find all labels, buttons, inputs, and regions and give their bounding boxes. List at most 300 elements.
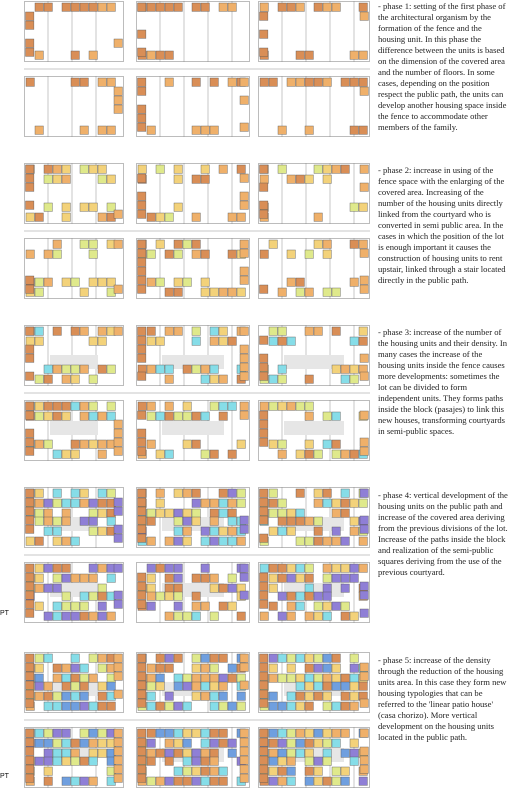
edge-unit-cell [240,78,248,86]
housing-unit-cell [314,78,322,86]
housing-unit-cell [350,240,358,248]
housing-unit-cell [44,729,52,737]
housing-unit-cell [201,288,209,296]
housing-unit-cell [53,450,61,458]
housing-unit-cell [80,126,88,134]
housing-unit-cell [278,777,286,785]
edge-unit-cell [260,411,268,419]
housing-unit-cell [62,175,70,183]
housing-unit-cell [287,517,295,525]
housing-unit-cell [287,564,295,572]
housing-unit-cell [332,682,340,690]
housing-unit-cell [314,537,322,545]
housing-unit-cell [156,702,164,710]
housing-unit-cell [89,739,97,747]
edge-unit-cell [138,573,146,581]
housing-unit-cell [219,3,227,11]
edge-unit-cell [138,267,146,275]
housing-unit-cell [296,602,304,610]
housing-unit-cell [174,3,182,11]
housing-unit-cell [269,739,277,747]
housing-unit-cell [80,440,88,448]
housing-unit-cell [165,757,173,765]
edge-unit-cell [240,681,248,689]
housing-unit-cell [98,175,106,183]
housing-unit-cell [165,412,173,420]
housing-unit-cell [80,165,88,173]
housing-unit-cell [44,757,52,765]
housing-unit-cell [165,692,173,700]
housing-unit-cell [44,165,52,173]
housing-unit-cell [305,175,313,183]
phase-3-description: - phase 3: increase of the number of the housing units and their density. In many cases the increase of the housing units inside the fence causes more developments: sometimes the lot can be divided to form independent units. They forms paths inside the block (pasajes) to link this new houses, transforming courtyards in semi-public spaces. [378,327,508,436]
housing-unit-cell [98,702,106,710]
housing-unit-cell [210,402,218,410]
edge-unit-cell [360,516,368,524]
edge-unit-cell [240,774,248,782]
housing-unit-cell [201,692,209,700]
housing-unit-cell [165,288,173,296]
housing-unit-cell [296,592,304,600]
housing-unit-cell [44,527,52,535]
housing-unit-cell [89,612,97,620]
housing-unit-cell [35,412,43,420]
housing-unit-cell [350,682,358,690]
edge-unit-cell [260,756,268,764]
housing-unit-cell [165,509,173,517]
housing-unit-cell [296,749,304,757]
edge-unit-cell [26,600,34,608]
housing-unit-cell [53,729,61,737]
housing-unit-cell [138,402,146,410]
housing-unit-cell [89,402,97,410]
housing-unit-cell [71,278,79,286]
housing-unit-cell [156,664,164,672]
housing-unit-cell [296,702,304,710]
edge-unit-cell [260,498,268,506]
edge-unit-cell [260,765,268,773]
housing-unit-cell [219,692,227,700]
housing-unit-cell [98,165,106,173]
housing-unit-cell [314,499,322,507]
edge-unit-cell [360,12,368,20]
housing-unit-cell [210,692,218,700]
housing-unit-cell [156,499,164,507]
housing-unit-cell [305,250,313,258]
edge-unit-cell [240,747,248,755]
housing-unit-cell [35,674,43,682]
housing-unit-cell [183,767,191,775]
housing-unit-cell [183,402,191,410]
housing-unit-cell [323,250,331,258]
edge-unit-cell [138,105,146,113]
housing-unit-cell [332,564,340,572]
edge-unit-cell [26,663,34,671]
housing-unit-cell [80,664,88,672]
housing-unit-cell [165,584,173,592]
housing-unit-cell [228,213,236,221]
housing-unit-cell [278,126,286,134]
housing-unit-cell [80,682,88,690]
edge-unit-cell [360,411,368,419]
housing-unit-cell [62,509,70,517]
housing-unit-cell [350,278,358,286]
housing-unit-cell [98,450,106,458]
housing-unit-cell [201,729,209,737]
edge-unit-cell [240,192,248,200]
housing-unit-cell [183,365,191,373]
housing-unit-cell [210,739,218,747]
edge-unit-cell [260,165,268,173]
housing-unit-cell [98,739,106,747]
housing-unit-cell [305,729,313,737]
housing-unit-cell [201,527,209,535]
housing-unit-cell [53,612,61,620]
housing-unit-cell [287,527,295,535]
housing-unit-cell [210,584,218,592]
housing-unit-cell [26,337,34,345]
housing-unit-cell [341,729,349,737]
housing-unit-cell [147,126,155,134]
housing-unit-cell [269,78,277,86]
housing-unit-cell [210,749,218,757]
housing-unit-cell [269,674,277,682]
housing-unit-cell [314,3,322,11]
housing-unit-cell [323,729,331,737]
edge-unit-cell [114,747,122,755]
housing-unit-cell [80,402,88,410]
housing-unit-cell [323,412,331,420]
housing-unit-cell [278,288,286,296]
housing-unit-cell [98,749,106,757]
edge-unit-cell [240,174,248,182]
housing-unit-cell [210,757,218,765]
housing-unit-cell [359,337,367,345]
housing-unit-cell [165,375,173,383]
housing-unit-cell [219,527,227,535]
housing-unit-cell [201,674,209,682]
housing-unit-cell [183,240,191,248]
housing-unit-cell [183,757,191,765]
edge-unit-cell [114,87,122,95]
housing-unit-cell [62,692,70,700]
housing-unit-cell [156,213,164,221]
housing-unit-cell [305,757,313,765]
housing-unit-cell [219,489,227,497]
housing-unit-cell [219,499,227,507]
housing-unit-cell [53,489,61,497]
housing-unit-cell [107,612,115,620]
edge-unit-cell [260,699,268,707]
housing-unit-cell [210,729,218,737]
edge-unit-cell [138,765,146,773]
housing-unit-cell [314,240,322,248]
edge-unit-cell [360,447,368,455]
housing-unit-cell [359,537,367,545]
housing-unit-cell [165,365,173,373]
housing-unit-cell [53,517,61,525]
housing-unit-cell [332,739,340,747]
housing-unit-cell [35,327,43,335]
housing-unit-cell [305,412,313,420]
edge-unit-cell [26,765,34,773]
edge-unit-cell [138,174,146,182]
edge-unit-cell [114,525,122,533]
housing-unit-cell [71,612,79,620]
housing-unit-cell [341,574,349,582]
housing-unit-cell [53,602,61,610]
housing-unit-cell [287,78,295,86]
edge-unit-cell [114,429,122,437]
housing-unit-cell [89,674,97,682]
edge-unit-cell [360,699,368,707]
housing-unit-cell [278,509,286,517]
housing-unit-cell [314,527,322,535]
housing-unit-cell [201,278,209,286]
housing-unit-cell [165,450,173,458]
housing-unit-cell [332,365,340,373]
housing-unit-cell [260,564,268,572]
housing-unit-cell [287,729,295,737]
housing-unit-cell [71,537,79,545]
housing-unit-cell [107,489,115,497]
pt-label-phase-5: PT [0,773,9,780]
housing-unit-cell [71,499,79,507]
housing-unit-cell [192,682,200,690]
housing-unit-cell [147,777,155,785]
housing-unit-cell [192,654,200,662]
housing-unit-cell [44,203,52,211]
housing-unit-cell [174,165,182,173]
edge-unit-cell [26,507,34,515]
housing-unit-cell [62,499,70,507]
edge-unit-cell [138,516,146,524]
housing-unit-cell [296,175,304,183]
housing-unit-cell [107,78,115,86]
housing-unit-cell [228,489,236,497]
housing-unit-cell [341,777,349,785]
edge-unit-cell [240,267,248,275]
housing-unit-cell [201,574,209,582]
housing-unit-cell [314,692,322,700]
housing-unit-cell [165,327,173,335]
housing-unit-cell [89,729,97,737]
housing-unit-cell [35,757,43,765]
housing-unit-cell [53,250,61,258]
edge-unit-cell [114,96,122,104]
housing-unit-cell [228,584,236,592]
housing-unit-cell [174,537,182,545]
pt-label-phase-4: PT [0,610,9,617]
edge-unit-cell [138,201,146,209]
housing-unit-cell [80,729,88,737]
housing-unit-cell [323,499,331,507]
housing-unit-cell [201,375,209,383]
edge-unit-cell [240,765,248,773]
housing-unit-cell [210,527,218,535]
housing-unit-cell [287,3,295,11]
edge-unit-cell [26,372,34,380]
edge-unit-cell [114,600,122,608]
housing-unit-cell [323,78,331,86]
edge-unit-cell [360,372,368,380]
housing-unit-cell [44,440,52,448]
housing-unit-cell [192,175,200,183]
housing-unit-cell [314,739,322,747]
phase-2-plan [24,163,370,299]
edge-unit-cell [26,747,34,755]
phase-2-block-plan [24,163,370,299]
housing-unit-cell [278,564,286,572]
housing-unit-cell [278,402,286,410]
housing-unit-cell [278,517,286,525]
edge-unit-cell [114,420,122,428]
housing-unit-cell [44,777,52,785]
housing-unit-cell [323,674,331,682]
housing-unit-cell [323,440,331,448]
edge-unit-cell [260,489,268,497]
housing-unit-cell [62,602,70,610]
edge-unit-cell [114,327,122,335]
edge-unit-cell [240,327,248,335]
housing-unit-cell [359,777,367,785]
housing-unit-cell [228,402,236,410]
edge-unit-cell [138,507,146,515]
housing-unit-cell [98,489,106,497]
housing-unit-cell [323,288,331,296]
housing-unit-cell [174,278,182,286]
edge-unit-cell [240,363,248,371]
edge-unit-cell [240,564,248,572]
edge-unit-cell [26,699,34,707]
housing-unit-cell [71,692,79,700]
housing-unit-cell [165,777,173,785]
housing-unit-cell [359,682,367,690]
housing-unit-cell [314,517,322,525]
housing-unit-cell [165,3,173,11]
housing-unit-cell [314,757,322,765]
housing-unit-cell [192,517,200,525]
housing-unit-cell [341,375,349,383]
housing-unit-cell [323,739,331,747]
housing-unit-cell [165,402,173,410]
housing-unit-cell [183,440,191,448]
edge-unit-cell [138,429,146,437]
housing-unit-cell [53,175,61,183]
housing-unit-cell [98,584,106,592]
housing-unit-cell [219,412,227,420]
housing-unit-cell [332,654,340,662]
housing-unit-cell [71,450,79,458]
housing-unit-cell [98,729,106,737]
housing-unit-cell [192,489,200,497]
edge-unit-cell [114,663,122,671]
housing-unit-cell [350,203,358,211]
housing-unit-cell [44,564,52,572]
phase-1-plan [24,1,370,137]
edge-unit-cell [260,372,268,380]
housing-unit-cell [192,574,200,582]
housing-unit-cell [89,592,97,600]
housing-unit-cell [323,757,331,765]
housing-unit-cell [156,240,164,248]
phase-4-description: - phase 4: vertical development of the housing units on the public path and increase of the covered area deriving from the previous divisions of the lot. Increase of the paths inside the block and realization of the semi-public squares deriving from the use of the previous courtyard. [378,490,508,577]
housing-unit-cell [219,729,227,737]
housing-unit-cell [192,729,200,737]
housing-unit-cell [192,674,200,682]
housing-unit-cell [80,365,88,373]
housing-unit-cell [44,692,52,700]
housing-unit-cell [278,739,286,747]
housing-unit-cell [156,592,164,600]
housing-unit-cell [269,654,277,662]
housing-unit-cell [210,78,218,86]
edge-unit-cell [138,3,146,11]
edge-unit-cell [26,12,34,20]
housing-unit-cell [341,489,349,497]
housing-unit-cell [359,240,367,248]
edge-unit-cell [240,96,248,104]
housing-unit-cell [192,749,200,757]
housing-unit-cell [278,165,286,173]
housing-unit-cell [107,702,115,710]
housing-unit-cell [35,51,43,59]
edge-unit-cell [138,525,146,533]
housing-unit-cell [323,602,331,610]
housing-unit-cell [174,203,182,211]
housing-unit-cell [219,767,227,775]
housing-unit-cell [314,682,322,690]
housing-unit-cell [89,51,97,59]
housing-unit-cell [305,612,313,620]
housing-unit-cell [219,739,227,747]
housing-unit-cell [44,375,52,383]
housing-unit-cell [287,175,295,183]
housing-unit-cell [183,729,191,737]
edge-unit-cell [26,447,34,455]
housing-unit-cell [98,3,106,11]
edge-unit-cell [360,672,368,680]
edge-unit-cell [26,489,34,497]
housing-unit-cell [98,527,106,535]
housing-unit-cell [44,499,52,507]
housing-unit-cell [314,664,322,672]
housing-unit-cell [323,664,331,672]
edge-unit-cell [260,507,268,515]
housing-unit-cell [165,729,173,737]
housing-unit-cell [183,412,191,420]
edge-unit-cell [260,210,268,218]
housing-unit-cell [305,126,313,134]
housing-unit-cell [89,203,97,211]
housing-unit-cell [174,729,182,737]
housing-unit-cell [305,692,313,700]
housing-unit-cell [278,450,286,458]
housing-unit-cell [237,288,245,296]
housing-unit-cell [192,412,200,420]
housing-unit-cell [71,654,79,662]
housing-unit-cell [287,278,295,286]
housing-unit-cell [165,250,173,258]
housing-unit-cell [71,375,79,383]
edge-unit-cell [240,372,248,380]
housing-unit-cell [62,450,70,458]
housing-unit-cell [269,527,277,535]
housing-unit-cell [237,702,245,710]
housing-unit-cell [210,777,218,785]
housing-unit-cell [165,537,173,545]
housing-unit-cell [98,440,106,448]
